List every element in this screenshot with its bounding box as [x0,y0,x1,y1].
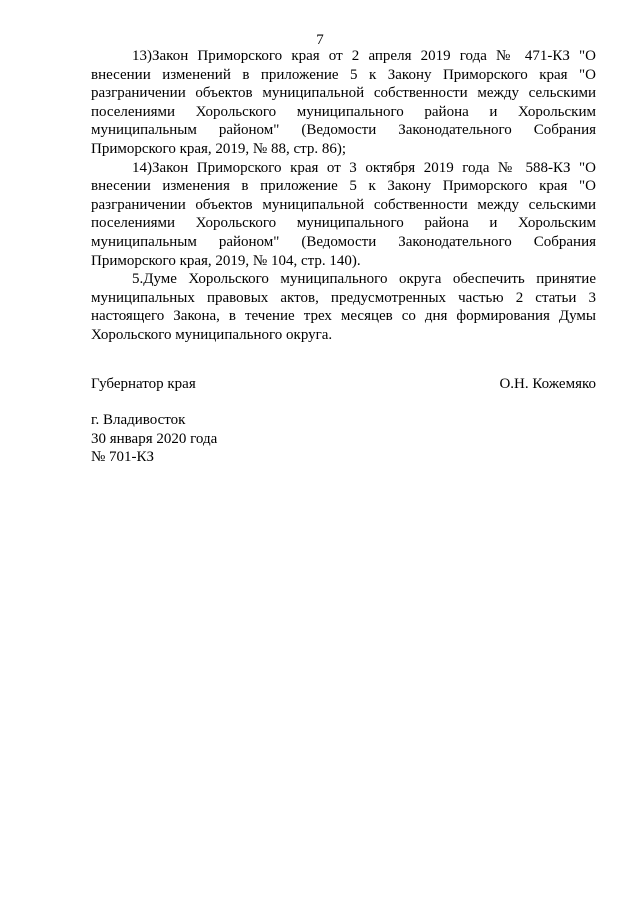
page-number: 7 [316,32,324,48]
signature-block [91,375,596,395]
signatory-name: О.Н. Кожемяко [499,376,596,392]
paragraph-item-5: 5.Думе Хорольского муниципального округа обеспечить принятие муниципальных правовых актов, предусмотренных частью 2 статьи 3 настоящего Закона, в течение трех месяцев со дня формирования Думы Хорольского муниципального округа. [91,271,596,343]
signatory-position: Губернатор края [91,376,196,392]
footer-date: 30 января 2020 года [91,430,218,447]
footer-law-number: № 701-КЗ [91,449,155,465]
document-body [91,47,596,345]
paragraph-item-14: 14)Закон Приморского края от 3 октября 2019 года № 588-КЗ "О внесении изменения в приложение 5 к Закону Приморского края "О разграничении объектов муниципальной собственности между сельскими поселениями Хорольского муниципального района и Хорольским муниципальным районом" (Ведомости Законодательного Собрания Приморского края, 2019, № 104, стр. 140). [91,159,596,269]
footer-city: г. Владивосток [91,412,186,428]
document-footer [91,411,217,467]
paragraph-item-13: 13)Закон Приморского края от 2 апреля 2019 года № 471-КЗ "О внесении изменений в приложение 5 к Закону Приморского края "О разграничении объектов муниципальной собственности между сельскими поселениями Хорольского муниципального района и Хорольским муниципальным районом" (Ведомости Законодательного Собрания Приморского края, 2019, № 88, стр. 86); [91,48,596,157]
